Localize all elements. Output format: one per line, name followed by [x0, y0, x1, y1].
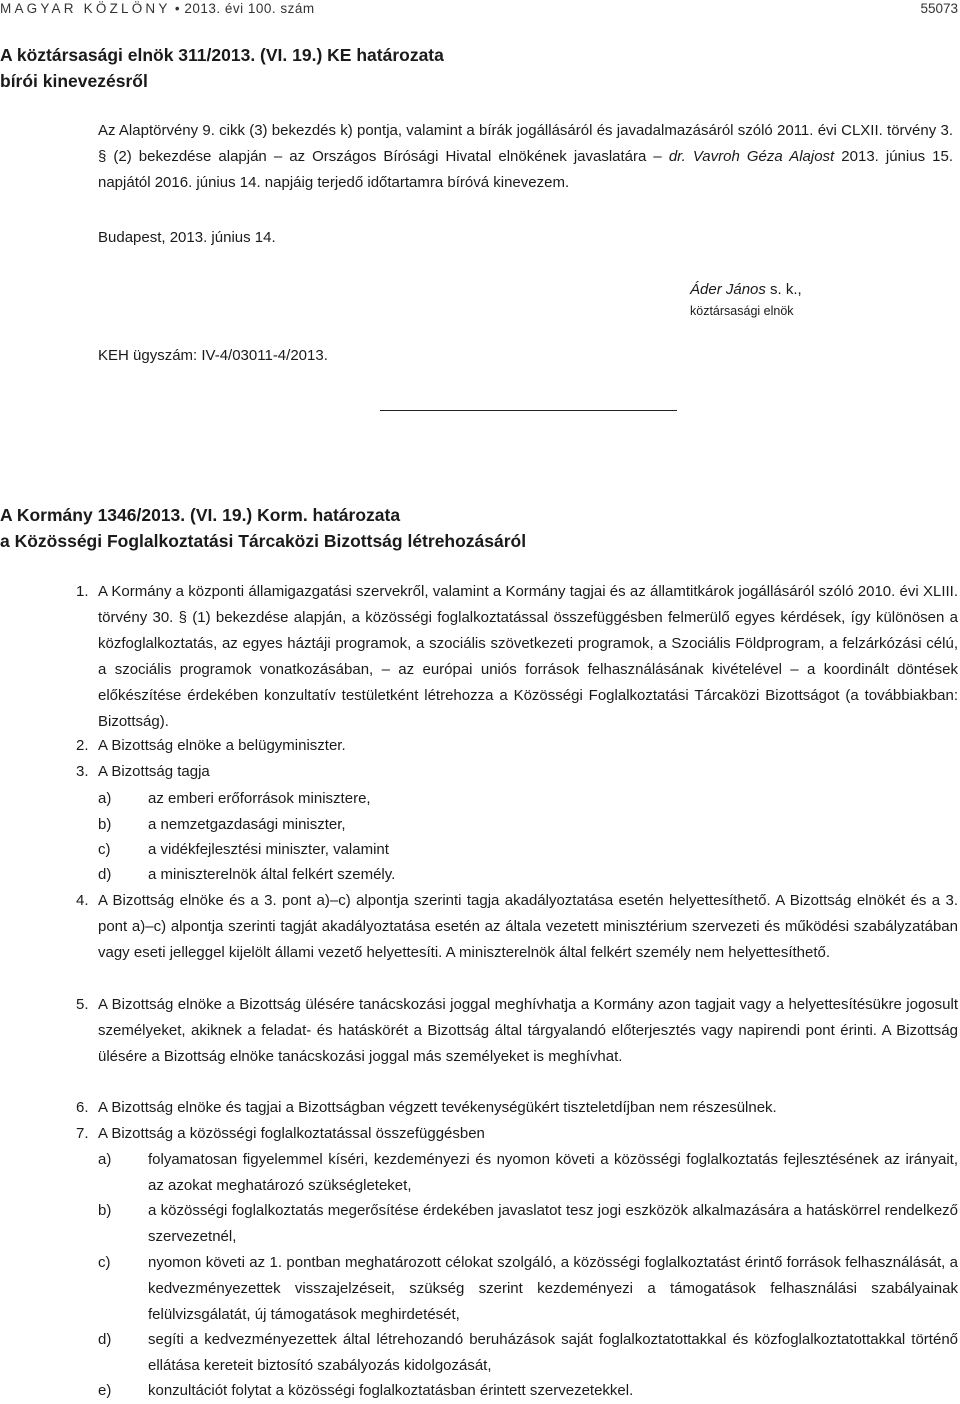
subitem-label: d)	[98, 1331, 112, 1348]
item-number: 2.	[76, 737, 89, 754]
item-text: A Bizottság elnöke a Bizottság ülésére tanácskozási joggal meghívhatja a Kormány azon tagjait vagy a helyettesítésükre jogosult személyeket, akiknek a feladat- és hatáskörét a Bizottság által tárgyalandó előterjesztés vagy napirendi pont érinti. A Bizottság ülésére a Bizottság elnöke tanácskozási joggal más személyeket is meghívhat.	[98, 996, 958, 1065]
signer-name: Áder János	[690, 281, 766, 298]
subitem-text: a miniszterelnök által felkért személy.	[148, 866, 396, 883]
item-number: 4.	[76, 892, 89, 909]
subitem-label: e)	[98, 1382, 112, 1399]
item-text: A Kormány a központi államigazgatási szervekről, valamint a Kormány tagjai és az államtitkárok jogállásáról szóló 2010. évi XLIII. törvény 30. § (1) bekezdése alapján, a közösségi foglalkoztatással összefüggésben felmerülő egyes kérdések, így különösen a közfoglalkoztatás, az egyes háztáji programok, a szociális szövetkezeti programok, a Szociális Földprogram, a felzárkózási célú, a szociális programok vonatkozásában, – az európai uniós források felhasználásának kivételével – a koordinált döntések előkészítése érdekében konzultatív testületként létrehozza a Közösségi Foglalkoztatási Tárcaközi Bizottságot (a továbbiakban: Bizottság).	[98, 583, 958, 730]
decision2-title-line1: A Kormány 1346/2013. (VI. 19.) Korm. határozata	[0, 505, 401, 525]
subitem-text: nyomon követi az 1. pontban meghatározott célokat szolgáló, a közösségi foglalkoztatást érintő források felhasználását, a kedvezményezettek visszajelzéseit, szükség szerint kezdeményezi a támogatások felhasználási szabályainak felülvizsgálatát, új támogatások meghirdetését,	[148, 1254, 958, 1323]
decision2-title-line2: a Közösségi Foglalkoztatási Tárcaközi Bizottság létrehozásáról	[0, 531, 527, 551]
publication-name: MAGYAR KÖZLÖNY	[0, 1, 171, 16]
item-text: A Bizottság tagja	[98, 763, 210, 780]
page-header	[0, 0, 960, 18]
item-number: 6.	[76, 1099, 89, 1116]
subitem-label: a)	[98, 1151, 112, 1168]
header-bullet: •	[174, 1, 181, 16]
page-number: 55073	[920, 1, 958, 16]
place-date: Budapest, 2013. június 14.	[98, 229, 276, 246]
item-text: A Bizottság a közösségi foglalkoztatással összefüggésben	[98, 1125, 485, 1142]
appointee-name: dr. Vavroh Géza Alajost	[668, 148, 835, 165]
item-number: 3.	[76, 763, 89, 780]
subitem-label: a)	[98, 790, 112, 807]
item-number: 1.	[76, 583, 89, 600]
item-number: 7.	[76, 1125, 89, 1142]
item-number: 5.	[76, 996, 89, 1013]
subitem-text: konzultációt folytat a közösségi foglalkoztatásban érintett szervezetekkel.	[148, 1382, 634, 1399]
subitem-text: a közösségi foglalkoztatás megerősítése érdekében javaslatot tesz jogi eszközök alkalmazására a hatáskörrel rendelkező szervezetnél,	[148, 1202, 958, 1245]
decision1-title-line1: A köztársasági elnök 311/2013. (VI. 19.) KE határozata	[0, 45, 444, 65]
subitem-text: folyamatosan figyelemmel kíséri, kezdeményezi és nyomon követi a közösségi foglalkoztatás fejlesztésének az irányait, az azokat meghatározó szükségleteket,	[148, 1151, 958, 1194]
subitem-label: b)	[98, 816, 112, 833]
subitem-text: az emberi erőforrások minisztere,	[148, 790, 371, 807]
subitem-label: c)	[98, 841, 111, 858]
signer	[690, 280, 802, 300]
subitem-label: b)	[98, 1202, 112, 1219]
subitem-label: d)	[98, 866, 112, 883]
subitem-text: a nemzetgazdasági miniszter,	[148, 816, 346, 833]
subitem-text: segíti a kedvezményezettek által létrehozandó beruházások saját foglalkoztatottakkal és közfoglalkoztatottakkal történő ellátása kereteit biztosító szabályozás kidolgozását,	[148, 1331, 958, 1374]
decision1-body-part1: Az Alaptörvény 9. cikk (3) bekezdés k) pontja, valamint a bírák jogállásáról és javadalmazásáról szóló 2011. évi CLXII. törvény 3. § (2) bekezdése alapján – az Országos Bírósági Hivatal elnökének javaslatára –	[98, 122, 953, 165]
subitem-text: a vidékfejlesztési miniszter, valamint	[148, 841, 389, 858]
subitem-label: c)	[98, 1254, 111, 1271]
signer-suffix: s. k.,	[765, 281, 802, 298]
item-text: A Bizottság elnöke és a 3. pont a)–c) alpontja szerinti tagja akadályoztatása esetén helyettesíthető. A Bizottság elnökét és a 3. pont a)–c) alpontja szerinti tagját akadályoztatása esetén az általa vezetett minisztérium szervezeti és működési szabályzatában vagy eseti jelleggel kijelölt állami vezető helyettesíti. A miniszterelnök által felkért személy nem helyettesíthető.	[98, 892, 958, 961]
header-left	[0, 0, 315, 18]
issue-label: 2013. évi 100. szám	[184, 1, 315, 16]
signer-title: köztársasági elnök	[690, 304, 794, 318]
item-text: A Bizottság elnöke a belügyminiszter.	[98, 737, 346, 754]
decision1-title-line2: bírói kinevezésről	[0, 71, 148, 91]
decision1-body-part2: 2013. június 15. napjától 2016. június 14. napjáig terjedő időtartamra bíróvá kinevezem.	[98, 148, 953, 191]
item-text: A Bizottság elnöke és tagjai a Bizottságban végzett tevékenységükért tiszteletdíjban nem részesülnek.	[98, 1099, 777, 1116]
case-number: KEH ügyszám: IV-4/03011-4/2013.	[98, 347, 328, 364]
separator-line	[380, 410, 677, 411]
decision1-body	[98, 118, 953, 196]
